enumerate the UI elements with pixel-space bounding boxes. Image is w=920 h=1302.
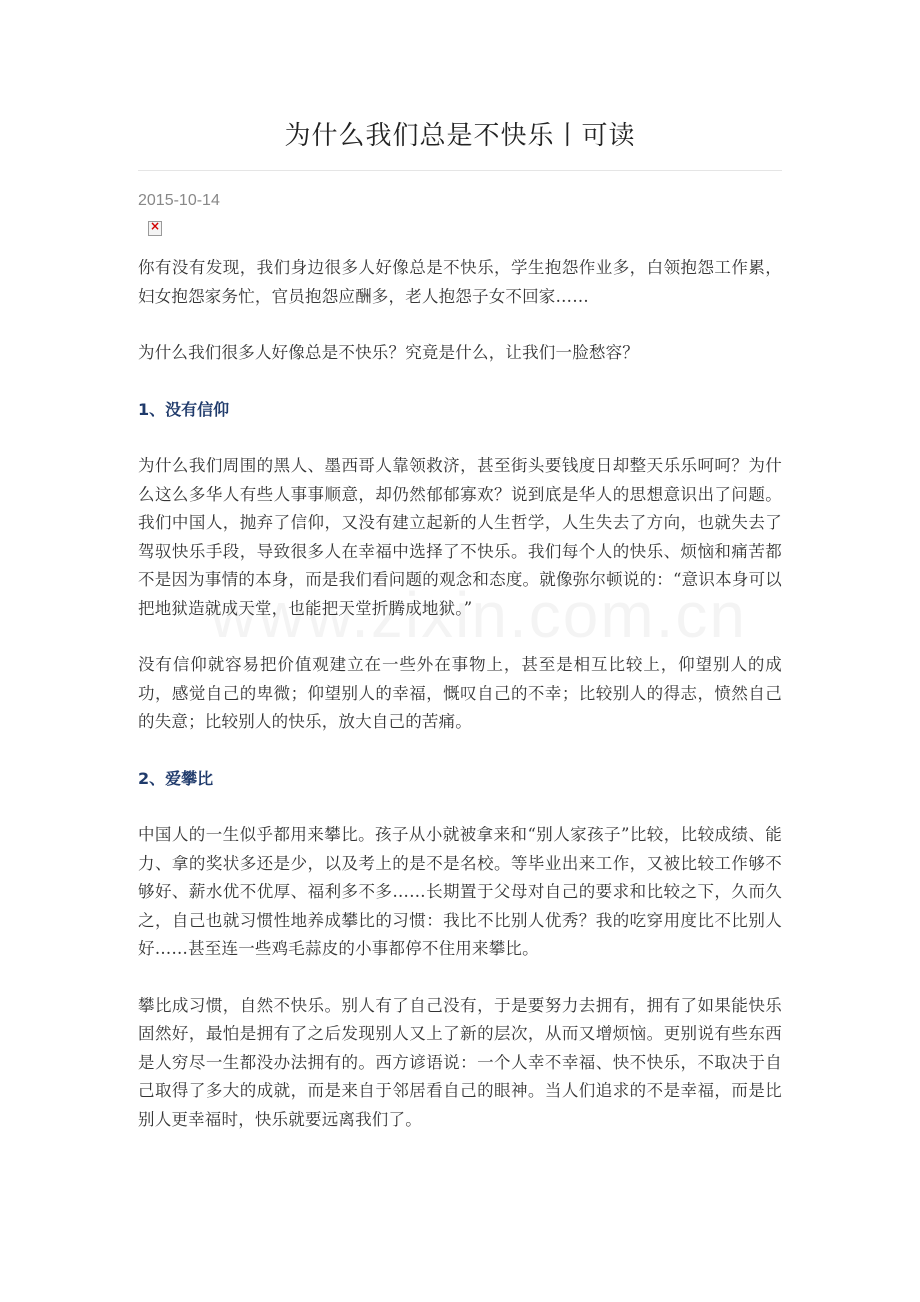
section-heading-2: 2、爱攀比 (138, 768, 214, 788)
section-heading-1: 1、没有信仰 (138, 399, 230, 419)
article (138, 0, 782, 1162)
article-title: 为什么我们总是不快乐丨可读 (138, 0, 782, 171)
section-2-paragraph-1: 中国人的一生似乎都用来攀比。孩子从小就被拿来和“别人家孩子”比较，比较成绩、能力、拿的奖状多还是少，以及考上的是不是名校。等毕业出来工作，又被比较工作够不够好、薪水优不优厚、福利多不多……长期置于父母对自己的要求和比较之下，久而久之，自己也就习惯性地养成攀比的习惯：我比不比别人优秀？我的吃穿用度比不比别人好……甚至连一些鸡毛蒜皮的小事都停不住用来攀比。 (138, 825, 782, 958)
section-1-paragraph-1: 为什么我们周围的黑人、墨西哥人靠领救济，甚至街头要钱度日却整天乐乐呵呵？为什么这么多华人有些人事事顺意，却仍然郁郁寡欢？说到底是华人的思想意识出了问题。我们中国人，抛弃了信仰，又没有建立起新的人生哲学，人生失去了方向，也就失去了驾驭快乐手段，导致很多人在幸福中选择了不快乐。我们每个人的快乐、烦恼和痛苦都不是因为事情的本身，而是我们看问题的观念和态度。就像弥尔顿说的：“意识本身可以把地狱造就成天堂，也能把天堂折腾成地狱。” (138, 456, 782, 618)
intro-paragraph-2: 为什么我们很多人好像总是不快乐？究竟是什么，让我们一脸愁容？ (138, 343, 639, 362)
broken-image-x-glyph: × (149, 219, 161, 233)
publish-date: 2015-10-14 (138, 192, 220, 209)
intro-paragraph-1: 你有没有发现，我们身边很多人好像总是不快乐，学生抱怨作业多，白领抱怨工作累，妇女抱怨家务忙，官员抱怨应酬多，老人抱怨子女不回家…… (138, 258, 782, 306)
article-body (138, 254, 782, 1134)
section-1-paragraph-2: 没有信仰就容易把价值观建立在一些外在事物上，甚至是相互比较上，仰望别人的成功，感觉自己的卑微；仰望别人的幸福，慨叹自己的不幸；比较别人的得志，愤然自己的失意；比较别人的快乐，放大自己的苦痛。 (138, 655, 782, 731)
section-2-paragraph-2: 攀比成习惯，自然不快乐。别人有了自己没有，于是要努力去拥有，拥有了如果能快乐固然好，最怕是拥有了之后发现别人又上了新的层次，从而又增烦恼。更别说有些东西是人穷尽一生都没办法拥有的。西方谚语说：一个人幸不幸福、快不快乐，不取决于自己取得了多大的成就，而是来自于邻居看自己的眼神。当人们追求的不是幸福，而是比别人更幸福时，快乐就要远离我们了。 (138, 995, 782, 1129)
broken-image-icon (148, 221, 162, 236)
